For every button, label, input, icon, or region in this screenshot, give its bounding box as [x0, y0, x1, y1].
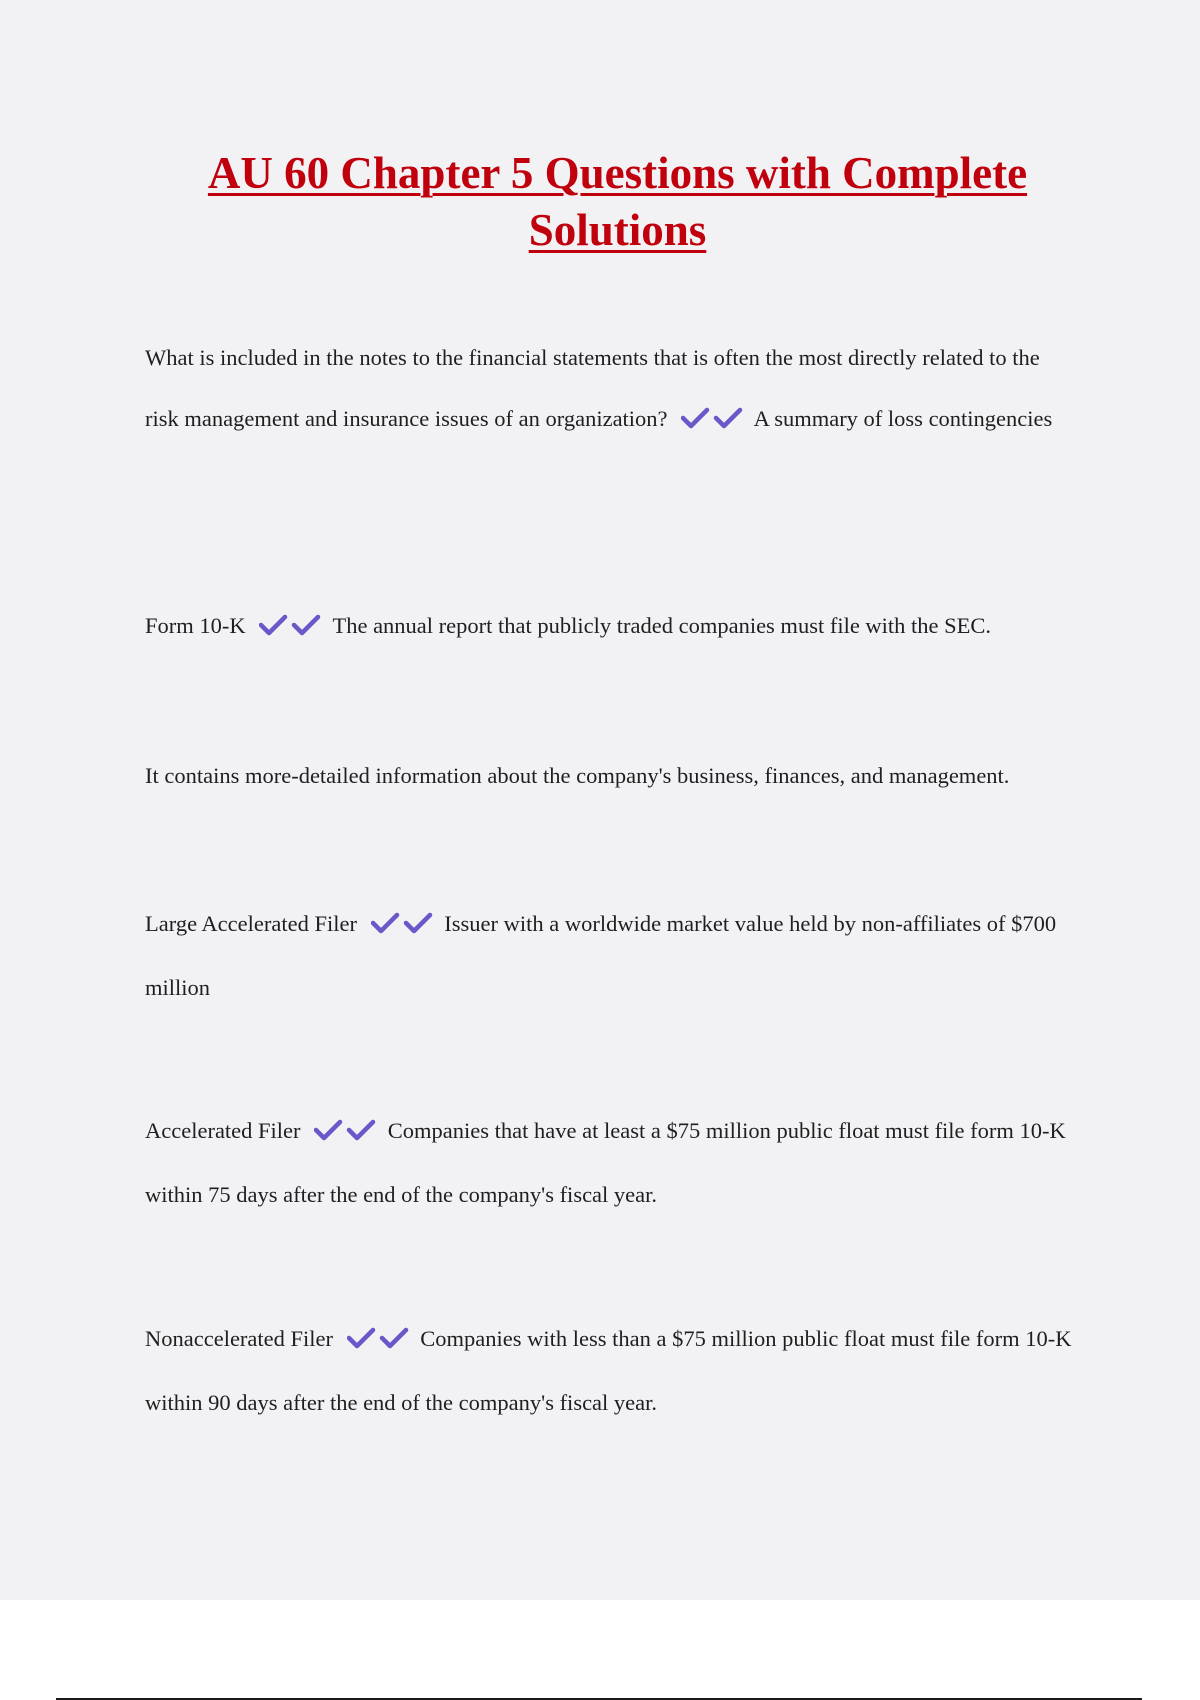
- double-check-icon: [259, 599, 323, 660]
- question-text: Form 10-K: [145, 613, 246, 638]
- answer-text: Companies that have at least a $75 million public float must file form 10-K within 75 days after the end of the company's fiscal year.: [145, 1118, 1066, 1207]
- qa-item-accelerated-filer: [145, 1101, 1075, 1225]
- qa-item-nonaccelerated-filer: [145, 1309, 1075, 1433]
- qa-item-loss-contingencies: [145, 328, 1075, 452]
- double-check-icon: [371, 897, 435, 958]
- double-check-icon: [347, 1312, 411, 1373]
- qa-item-form-10k: [145, 596, 1075, 660]
- double-check-icon: [681, 392, 745, 453]
- qa-item-10k-details: [145, 746, 1075, 807]
- answer-text: It contains more-detailed information about the company's business, finances, and management.: [145, 763, 1010, 788]
- answer-text: A summary of loss contingencies: [753, 405, 1053, 431]
- question-text: Accelerated Filer: [145, 1118, 301, 1143]
- question-text: What is included in the notes to the financial statements that is often the most directly related to the risk management and insurance issues of an organization?: [145, 345, 1040, 431]
- answer-text: The annual report that publicly traded companies must file with the SEC.: [332, 613, 992, 638]
- double-check-icon: [314, 1104, 378, 1165]
- document-title: AU 60 Chapter 5 Questions with Complete Solutions: [207, 148, 1028, 255]
- answer-text: Issuer with a worldwide market value held by non-affiliates of $700 million: [145, 911, 1057, 1000]
- answer-text: Companies with less than a $75 million public float must file form 10-K within 90 days after the end of the company's fiscal year.: [145, 1326, 1072, 1415]
- question-text: Nonaccelerated Filer: [145, 1326, 334, 1351]
- question-text: Large Accelerated Filer: [145, 911, 357, 936]
- qa-item-large-accelerated-filer: [145, 894, 1075, 1018]
